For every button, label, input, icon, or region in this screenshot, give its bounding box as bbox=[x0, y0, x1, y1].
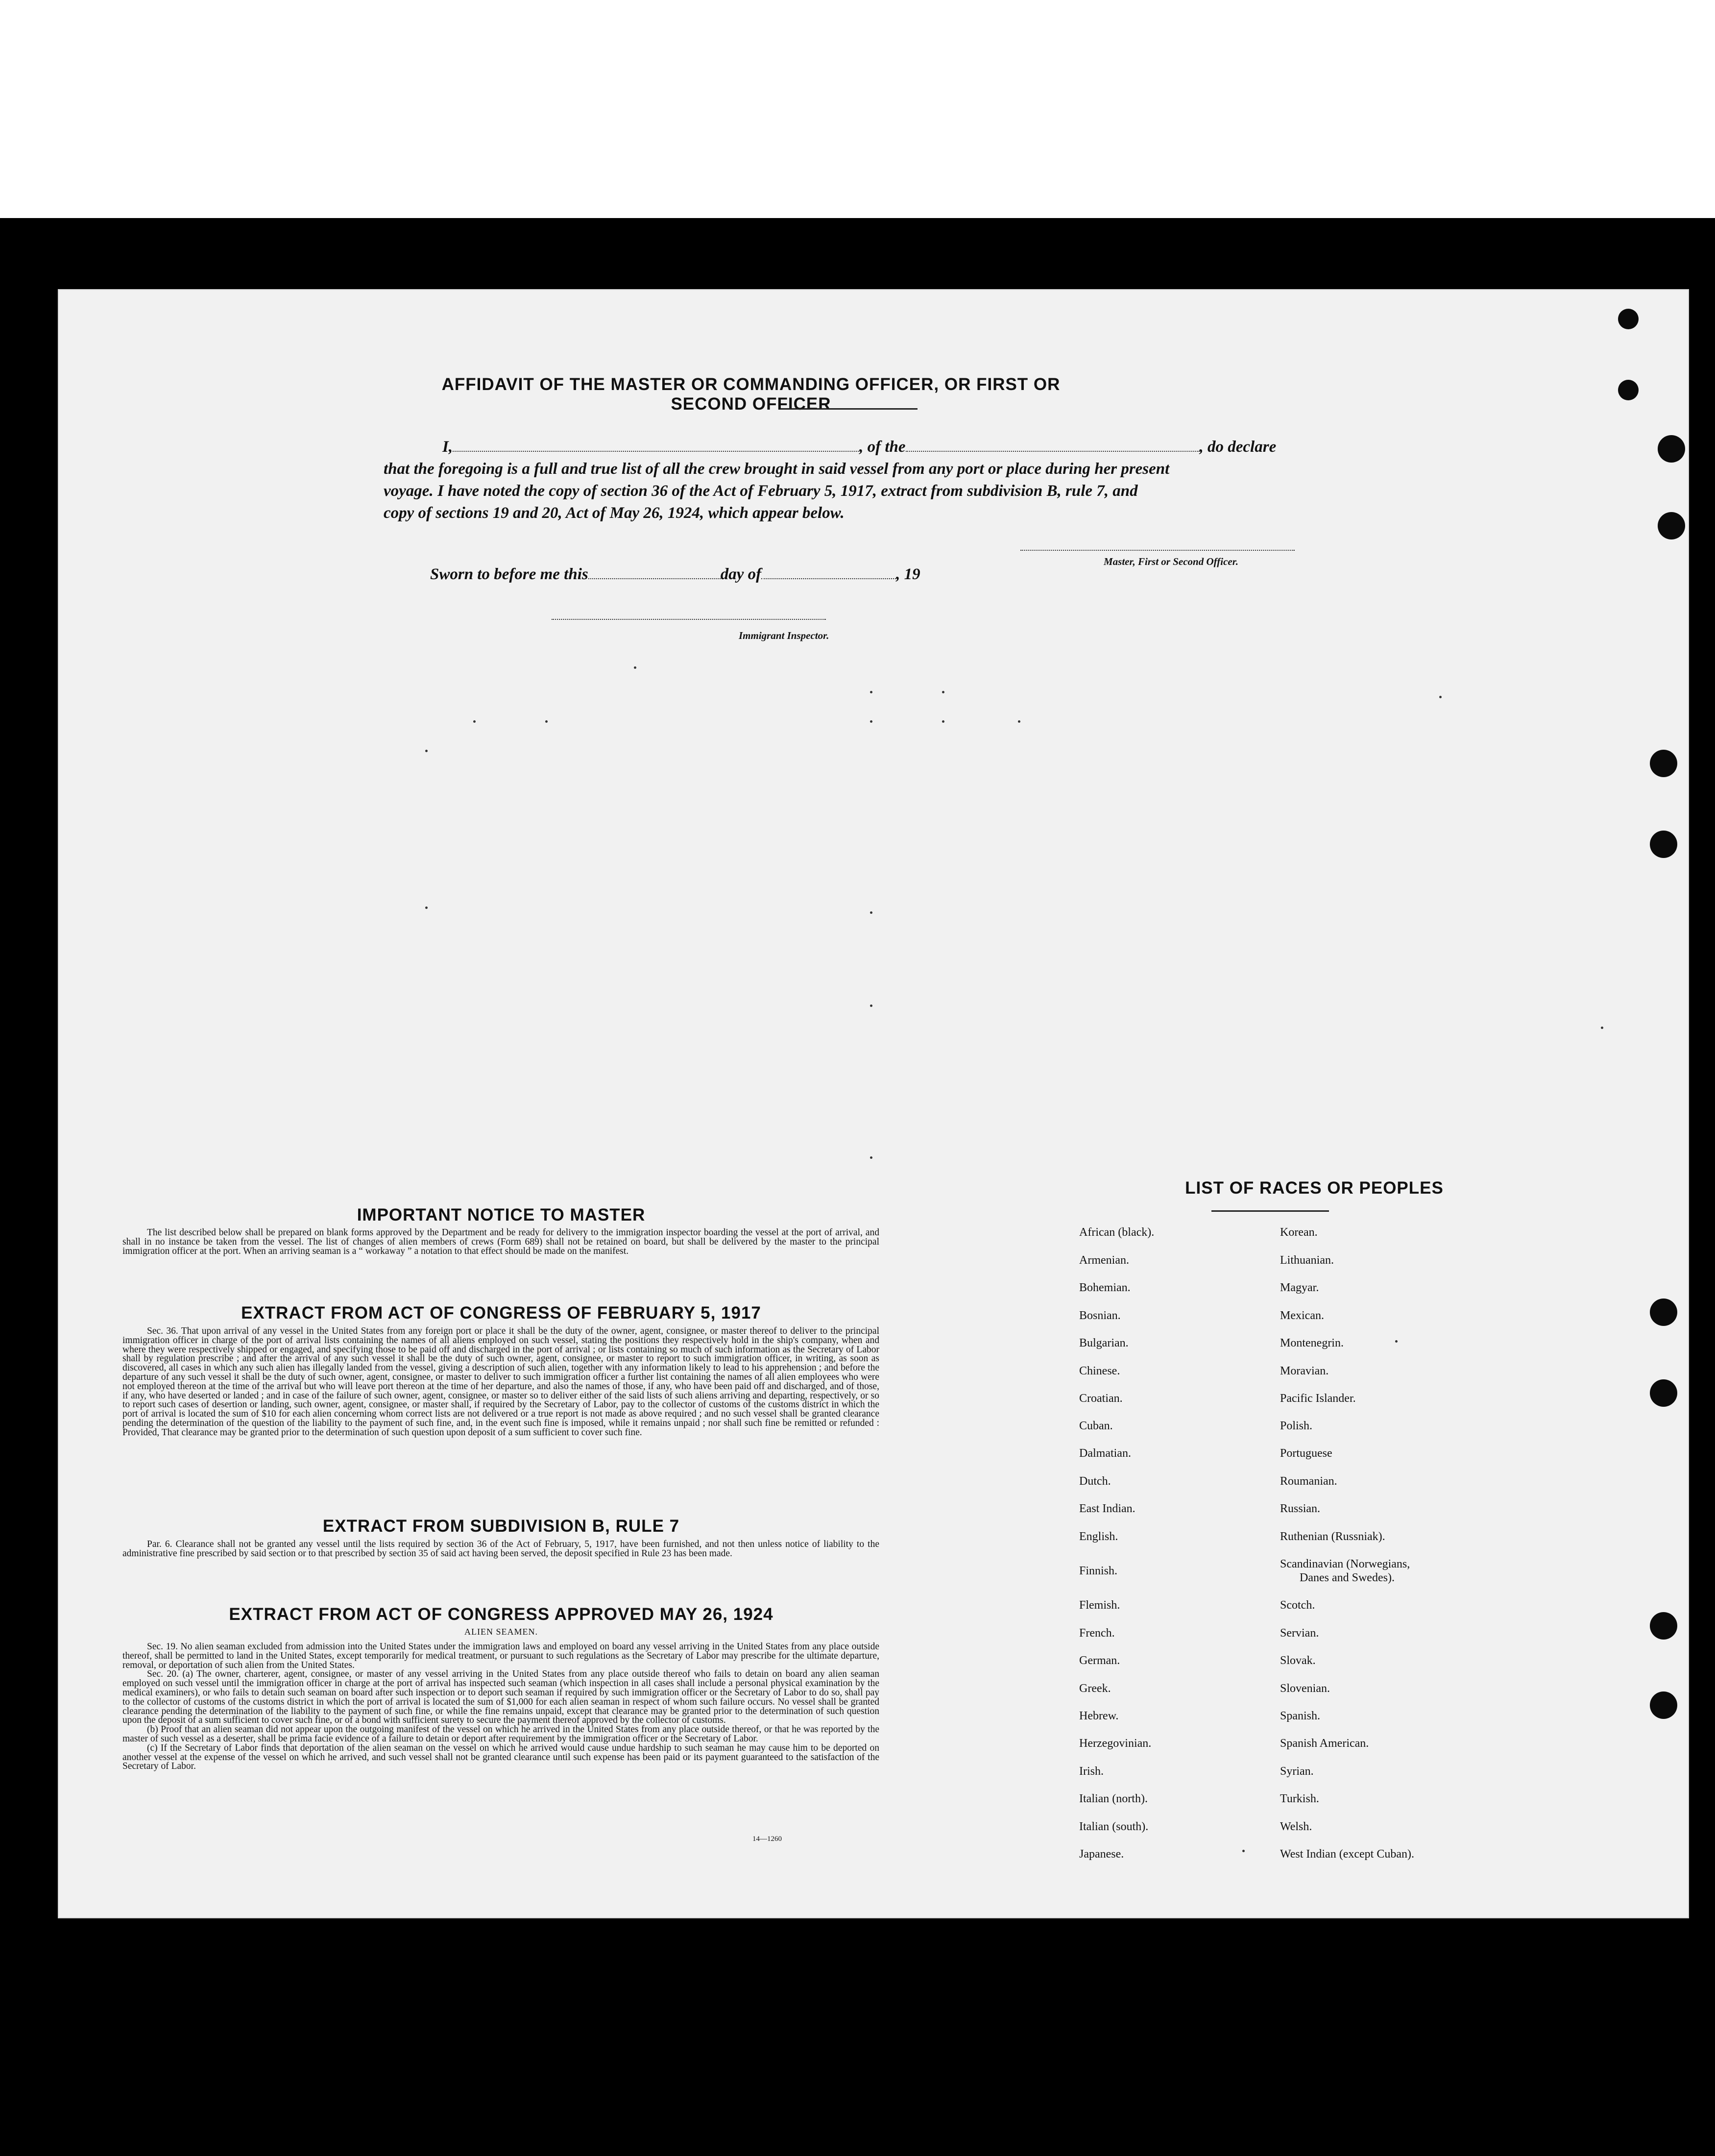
race-item: Italian (north). bbox=[1079, 1792, 1148, 1805]
race-item: Mexican. bbox=[1280, 1309, 1324, 1322]
races-title: LIST OF RACES OR PEOPLES bbox=[1185, 1178, 1444, 1198]
race-item: Slovak. bbox=[1280, 1654, 1316, 1667]
race-item: Spanish. bbox=[1280, 1710, 1321, 1722]
extract-1917-title: EXTRACT FROM ACT OF CONGRESS OF FEBRUARY 5, 1917 bbox=[241, 1303, 761, 1323]
race-item: Pacific Islander. bbox=[1280, 1392, 1356, 1405]
extract-1924-sec20c: (c) If the Secretary of Labor finds that deportation of the alien seaman on the vessel on which he arrived would cause undue hardship to such seaman he may cause him to be deported on another vessel at the expense of the vessel on which he arrived, and such vessel shall not be granted clearance until such expense has been paid or its payment guaranteed to the satisfaction of the Secretary of Labor. bbox=[122, 1742, 879, 1772]
race-item: Japanese. bbox=[1079, 1848, 1124, 1861]
inspector-signature-caption: Immigrant Inspector. bbox=[739, 630, 829, 641]
affidavit-i: I, bbox=[442, 438, 453, 456]
race-item: Lithuanian. bbox=[1280, 1254, 1334, 1267]
affidavit-line-2: that the foregoing is a full and true list of all the crew brought in said vessel from any port or place during her present bbox=[384, 460, 1170, 478]
vessel-blank-field[interactable] bbox=[906, 440, 1200, 452]
scan-speck bbox=[870, 1156, 872, 1159]
scan-bottom-margin bbox=[0, 1960, 1715, 2156]
scan-speck bbox=[870, 911, 872, 914]
punch-hole bbox=[1650, 1298, 1677, 1326]
race-item: Italian (south). bbox=[1079, 1820, 1149, 1833]
race-item: Spanish American. bbox=[1280, 1737, 1369, 1750]
race-item: Herzegovinian. bbox=[1079, 1737, 1152, 1750]
punch-hole bbox=[1650, 1379, 1677, 1407]
name-blank-field[interactable] bbox=[453, 440, 859, 452]
scan-speck bbox=[545, 720, 548, 723]
extract-rule7-title: EXTRACT FROM SUBDIVISION B, RULE 7 bbox=[322, 1517, 680, 1536]
master-signature-caption: Master, First or Second Officer. bbox=[1104, 556, 1238, 567]
race-item: Syrian. bbox=[1280, 1765, 1314, 1778]
extract-1917-text: Sec. 36. That upon arrival of any vessel in the United States from any foreign port or place it shall be the duty of the owner, agent, consignee, or master thereof to deliver to the principal immigration officer in charge of the port of arrival lists containing the names of all aliens employed on such vessel, stating the positions they respectively hold in the ship's company, when and where they were respectively shipped or engaged, and specifying those to be paid off and discharged in the port of arrival ; or lists containing so much of such information as the Secretary of Labor shall by regulation prescribe ; and after the arrival of any such vessel it shall be the duty of such owner, agent, consignee, or master to report to such immigration officer, in writing, as soon as discovered, all cases in which any such alien has illegally landed from the vessel, giving a description of such alien, together with any information likely to lead to his apprehension ; and before the departure of any such vessel it shall be the duty of such owner, agent, consignee, or master to deliver to such immigration officer a further list containing the names of all alien employees who were not employed thereon at the time of the arrival but who will leave port thereon at the time of her departure, and also the names of those, if any, who have been paid off and discharged, and of those, if any, who have deserted or landed ; and in case of the failure of such owner, agent, consignee, or master so to deliver either of the said lists of such aliens arriving and departing, respectively, or so to report such cases of desertion or landing, such owner, agent, consignee, or master shall, if required by the Secretary of Labor, pay to the collector of customs of the customs district in which the port of arrival is located the sum of $10 for each alien concerning whom correct lists are not delivered or a true report is not made as above required ; and no such vessel shall be granted clearance pending the determination of the question of the liability to the payment of such fine, and, in the event such fine is imposed, while it remains unpaid ; nor shall such fine be remitted or refunded : Provided, That clearance may be granted prior to the determination of such question upon deposit of a sum sufficient to cover such fine. bbox=[122, 1326, 879, 1438]
sworn-day-blank[interactable] bbox=[588, 567, 721, 579]
punch-hole bbox=[1658, 512, 1685, 539]
race-item: Welsh. bbox=[1280, 1820, 1312, 1833]
scan-speck bbox=[870, 1004, 872, 1007]
extract-1924-sec20a: Sec. 20. (a) The owner, charterer, agent, consignee, or master of any vessel arriving in the United States from any place outside thereof who fails to detain on board any alien seaman employed on such vessel until the immigration officer in charge at the port of arrival has inspected such seaman (which inspection in all cases shall include a personal physical examination by the medical examiners), or who fails to detain such seaman on board after such inspection or to deport such seaman if required by such immigration officer or the Secretary of Labor to do so, shall pay to the collector of customs of the customs district in which the port of arrival is located the sum of $1,000 for each alien seaman in respect of whom such failure occurs. No vessel shall be granted clearance pending the determination of the liability to the payment of such fine, or while the fine remains unpaid, except that clearance may be granted prior to the determination of such question upon the deposit of a sum sufficient to cover such fine, or of a bond with sufficient surety to secure the payment thereof approved by the collector of customs. bbox=[122, 1669, 879, 1726]
race-item: Dalmatian. bbox=[1079, 1447, 1131, 1460]
race-item: Cuban. bbox=[1079, 1420, 1113, 1432]
scan-speck bbox=[634, 666, 636, 669]
notice-title: IMPORTANT NOTICE TO MASTER bbox=[357, 1205, 646, 1225]
race-item: East Indian. bbox=[1079, 1502, 1135, 1515]
race-item: Finnish. bbox=[1079, 1565, 1118, 1577]
scan-speck bbox=[473, 720, 476, 723]
race-item: Roumanian. bbox=[1280, 1475, 1337, 1488]
title-underline bbox=[780, 408, 918, 410]
sworn-month-blank[interactable] bbox=[761, 567, 896, 579]
race-item: Ruthenian (Russniak). bbox=[1280, 1530, 1385, 1543]
race-item: Irish. bbox=[1079, 1765, 1104, 1778]
punch-hole bbox=[1650, 831, 1677, 858]
manifest-back-sheet bbox=[58, 289, 1689, 1918]
race-item: Montenegrin. bbox=[1280, 1337, 1344, 1349]
race-item: Bulgarian. bbox=[1079, 1337, 1129, 1349]
punch-hole bbox=[1650, 1691, 1677, 1719]
affidavit-declaration bbox=[384, 436, 1361, 524]
race-item-continuation: Danes and Swedes). bbox=[1300, 1571, 1395, 1584]
punch-hole bbox=[1650, 750, 1677, 777]
affidavit-declare: , do declare bbox=[1199, 438, 1277, 456]
punch-hole bbox=[1650, 1612, 1677, 1640]
race-item: English. bbox=[1079, 1530, 1118, 1543]
scan-speck bbox=[870, 691, 872, 693]
extract-1924-title: EXTRACT FROM ACT OF CONGRESS APPROVED MAY 26, 1924 bbox=[229, 1605, 773, 1624]
race-item: Armenian. bbox=[1079, 1254, 1129, 1267]
race-item: Bosnian. bbox=[1079, 1309, 1121, 1322]
extract-1924-body bbox=[122, 1642, 879, 1771]
race-item: Portuguese bbox=[1280, 1447, 1332, 1460]
scan-speck bbox=[1242, 1850, 1245, 1852]
race-item: African (black). bbox=[1079, 1226, 1155, 1239]
scan-speck bbox=[1601, 1027, 1603, 1029]
scan-speck bbox=[425, 906, 428, 909]
affidavit-line-1 bbox=[384, 436, 1361, 458]
race-item: West Indian (except Cuban). bbox=[1280, 1848, 1414, 1861]
scan-speck bbox=[1439, 696, 1442, 698]
extract-1924-sec19: Sec. 19. No alien seaman excluded from admission into the United States under the immigration laws and employed on board any vessel arriving in the United States from any place outside thereof, shall be permitted to land in the United States, except temporarily for medical treatment, or pursuant to such regulations as the Secretary of Labor may prescribe for the ultimate departure, removal, or deportation of such alien from the United States. bbox=[122, 1642, 879, 1670]
punch-hole bbox=[1618, 380, 1639, 400]
inspector-signature-line[interactable] bbox=[552, 619, 826, 620]
race-item: Flemish. bbox=[1079, 1599, 1120, 1612]
affidavit-of-the: , of the bbox=[859, 438, 906, 456]
extract-rule7-text: Par. 6. Clearance shall not be granted any vessel until the lists required by section 36 of the Act of February, 5, 1917, have been furnished, and not then unless notice of liability to the administrative fine prescribed by said section or to that prescribed by section 35 of said act having been served, the deposit specified in Rule 23 has been made. bbox=[122, 1539, 879, 1559]
races-title-underline bbox=[1211, 1210, 1329, 1212]
master-signature-line[interactable] bbox=[1020, 550, 1295, 551]
scan-speck bbox=[942, 691, 944, 693]
form-number: 14—1260 bbox=[752, 1835, 782, 1843]
punch-hole bbox=[1618, 309, 1639, 329]
race-item: Korean. bbox=[1280, 1226, 1318, 1239]
race-item: Magyar. bbox=[1280, 1281, 1319, 1294]
sworn-line bbox=[430, 564, 920, 586]
affidavit-line-4: copy of sections 19 and 20, Act of May 26, 1924, which appear below. bbox=[384, 504, 845, 522]
race-item: Bohemian. bbox=[1079, 1281, 1131, 1294]
sworn-year-label: , 19 bbox=[896, 565, 920, 583]
race-item: Scandinavian (Norwegians, bbox=[1280, 1558, 1410, 1570]
race-item: French. bbox=[1079, 1627, 1115, 1640]
extract-1924-subtitle: ALIEN SEAMEN. bbox=[464, 1627, 538, 1637]
race-item: Polish. bbox=[1280, 1420, 1313, 1432]
scan-speck bbox=[1395, 1340, 1398, 1343]
affidavit-title: AFFIDAVIT OF THE MASTER OR COMMANDING OFFICER, OR FIRST OR SECOND OFFICER bbox=[441, 375, 1061, 414]
extract-1924-sec20b: (b) Proof that an alien seaman did not appear upon the outgoing manifest of the vessel on which he arrived in the United States from any place outside thereof, or that he was reported by the master of such vessel as a deserter, shall be prima facie evidence of a failure to detain or deport after requirement by the immigration officer or the Secretary of Labor. bbox=[122, 1724, 879, 1744]
race-item: Servian. bbox=[1280, 1627, 1319, 1640]
race-item: Hebrew. bbox=[1079, 1710, 1119, 1722]
race-item: Scotch. bbox=[1280, 1599, 1315, 1612]
scan-speck bbox=[425, 750, 428, 752]
race-item: Turkish. bbox=[1280, 1792, 1319, 1805]
punch-hole bbox=[1658, 435, 1685, 463]
sworn-day-label: day of bbox=[720, 565, 762, 583]
affidavit-line-3: voyage. I have noted the copy of section 36 of the Act of February 5, 1917, extract from subdivision B, rule 7, and bbox=[384, 482, 1138, 500]
race-item: Croatian. bbox=[1079, 1392, 1123, 1405]
race-item: German. bbox=[1079, 1654, 1120, 1667]
sworn-label: Sworn to before me this bbox=[430, 565, 588, 583]
race-item: Greek. bbox=[1079, 1682, 1111, 1695]
race-item: Slovenian. bbox=[1280, 1682, 1330, 1695]
scan-top-margin bbox=[0, 0, 1715, 218]
race-item: Chinese. bbox=[1079, 1365, 1120, 1377]
race-item: Moravian. bbox=[1280, 1365, 1329, 1377]
scan-speck bbox=[870, 720, 872, 723]
race-item: Dutch. bbox=[1079, 1475, 1111, 1488]
notice-text: The list described below shall be prepared on blank forms approved by the Department and be ready for delivery to the immigration inspector boarding the vessel at the port of arrival, and shall in no instance be taken from the vessel. The list of changes of alien members of crews (Form 689) shall not be retained on board, but shall be delivered by the master to the principal immigration officer at the port. When an arriving seaman is a “ workaway ” a notation to that effect should be made on the manifest. bbox=[122, 1227, 879, 1256]
race-item: Russian. bbox=[1280, 1502, 1321, 1515]
scan-speck bbox=[1018, 720, 1020, 723]
scan-speck bbox=[942, 720, 944, 723]
